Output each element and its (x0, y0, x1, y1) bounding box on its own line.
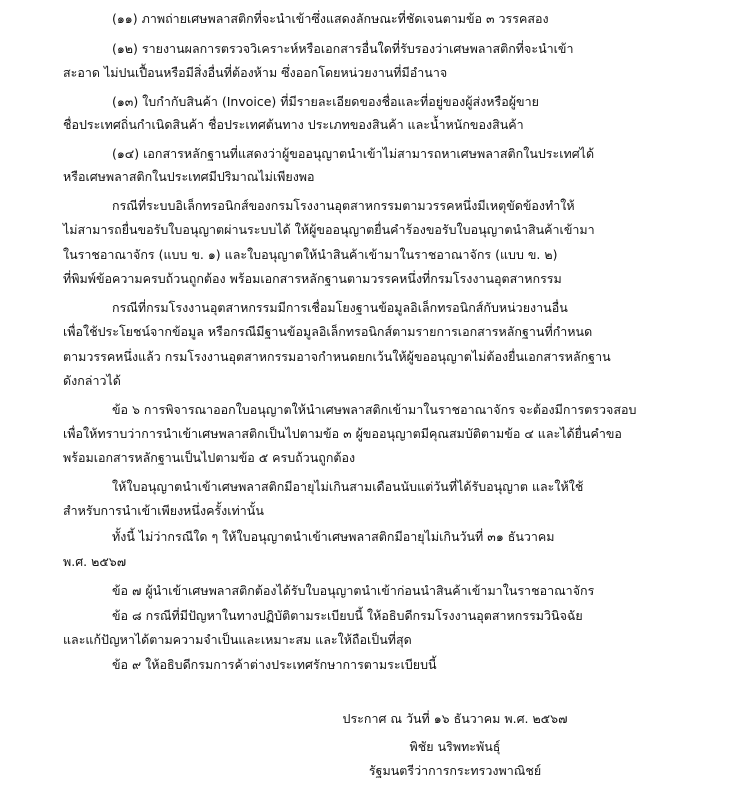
paragraph-line: ชื่อประเทศถิ่นกำเนิดสินค้า ชื่อประเทศต้นทาง ประเภทของสินค้า และน้ำหนักของสินค้า (63, 117, 524, 132)
paragraph-line: กรณีที่กรมโรงงานอุตสาหกรรมมีการเชื่อมโยงฐานข้อมูลอิเล็กทรอนิกส์กับหน่วยงานอื่น (112, 300, 568, 315)
paragraph-line: (๑๒) รายงานผลการตรวจวิเคราะห์หรือเอกสารอื่นใดที่รับรองว่าเศษพลาสติกที่จะนำเข้า (112, 41, 574, 56)
paragraph-line: (๑๔) เอกสารหลักฐานที่แสดงว่าผู้ขออนุญาตนำเข้าไม่สามารถหาเศษพลาสติกในประเทศได้ (112, 146, 595, 161)
announcement-date: ประกาศ ณ วันที่ ๑๖ ธันวาคม พ.ศ. ๒๕๖๗ (342, 711, 568, 726)
paragraph-line: หรือเศษพลาสติกในประเทศมีปริมาณไม่เพียงพอ (63, 169, 315, 184)
paragraph-line: (๑๓) ใบกำกับสินค้า (Invoice) ที่มีรายละเอียดของชื่อและที่อยู่ของผู้ส่งหรือผู้ขาย (112, 94, 539, 109)
paragraph-line: สะอาด ไม่ปนเปื้อนหรือมีสิ่งอื่นที่ต้องห้าม ซึ่งออกโดยหน่วยงานที่มีอำนาจ (63, 65, 448, 80)
paragraph-line: (๑๑) ภาพถ่ายเศษพลาสติกที่จะนำเข้าซึ่งแสดงลักษณะที่ชัดเจนตามข้อ ๓ วรรคสอง (112, 11, 549, 26)
paragraph-line: พ.ศ. ๒๕๖๗ (63, 554, 127, 569)
paragraph-line: ให้ใบอนุญาตนำเข้าเศษพลาสติกมีอายุไม่เกินสามเดือนนับแต่วันที่ได้รับอนุญาต และให้ใช้ (112, 479, 584, 494)
paragraph-line: สำหรับการนำเข้าเพียงหนึ่งครั้งเท่านั้น (63, 503, 264, 518)
paragraph-line: เพื่อใช้ประโยชน์จากข้อมูล หรือกรณีมีฐานข้อมูลอิเล็กทรอนิกส์ตามรายการเอกสารหลักฐานที่กำหนด (63, 324, 593, 339)
paragraph-line: ไม่สามารถยื่นขอรับใบอนุญาตผ่านระบบได้ ให้ผู้ขออนุญาตยื่นคำร้องขอรับใบอนุญาตนำสินค้าเข้ามา (63, 222, 595, 237)
signatory-name: พิชัย นริพทะพันธุ์ (409, 739, 501, 754)
paragraph-line: ข้อ ๖ การพิจารณาออกใบอนุญาตให้นำเศษพลาสติกเข้ามาในราชอาณาจักร จะต้องมีการตรวจสอบ (112, 402, 637, 417)
paragraph-line: ข้อ ๙ ให้อธิบดีกรมการค้าต่างประเทศรักษาการตามระเบียบนี้ (112, 657, 437, 672)
paragraph-line: ตามวรรคหนึ่งแล้ว กรมโรงงานอุตสาหกรรมอาจกำหนดยกเว้นให้ผู้ขออนุญาตไม่ต้องยื่นเอกสารหลักฐาน (63, 349, 611, 364)
signatory-position: รัฐมนตรีว่าการกระทรวงพาณิชย์ (368, 763, 542, 778)
paragraph-line: ดังกล่าวได้ (63, 373, 121, 388)
paragraph-line: เพื่อให้ทราบว่าการนำเข้าเศษพลาสติกเป็นไปตามข้อ ๓ ผู้ขออนุญาตมีคุณสมบัติตามข้อ ๔ และได้ยื่นคำขอ (63, 426, 622, 441)
paragraph-line: ข้อ ๗ ผู้นำเข้าเศษพลาสติกต้องได้รับใบอนุญาตนำเข้าก่อนนำสินค้าเข้ามาในราชอาณาจักร (112, 583, 595, 598)
paragraph-line: ที่พิมพ์ข้อความครบถ้วนถูกต้อง พร้อมเอกสารหลักฐานตามวรรคหนึ่งที่กรมโรงงานอุตสาหกรรม (63, 271, 562, 286)
paragraph-line: และแก้ปัญหาได้ตามความจำเป็นและเหมาะสม และให้ถือเป็นที่สุด (63, 632, 412, 647)
paragraph-line: ทั้งนี้ ไม่ว่ากรณีใด ๆ ให้ใบอนุญาตนำเข้าเศษพลาสติกมีอายุไม่เกินวันที่ ๓๑ ธันวาคม (112, 529, 555, 544)
paragraph-line: ข้อ ๘ กรณีที่มีปัญหาในทางปฏิบัติตามระเบียบนี้ ให้อธิบดีกรมโรงงานอุตสาหกรรมวินิจฉัย (112, 608, 583, 623)
paragraph-line: กรณีที่ระบบอิเล็กทรอนิกส์ของกรมโรงงานอุตสาหกรรมตามวรรคหนึ่งมีเหตุขัดข้องทำให้ (112, 198, 575, 213)
paragraph-line: พร้อมเอกสารหลักฐานเป็นไปตามข้อ ๕ ครบถ้วนถูกต้อง (63, 450, 356, 465)
paragraph-line: ในราชอาณาจักร (แบบ ข. ๑) และใบอนุญาตให้นำสินค้าเข้ามาในราชอาณาจักร (แบบ ข. ๒) (63, 247, 558, 262)
